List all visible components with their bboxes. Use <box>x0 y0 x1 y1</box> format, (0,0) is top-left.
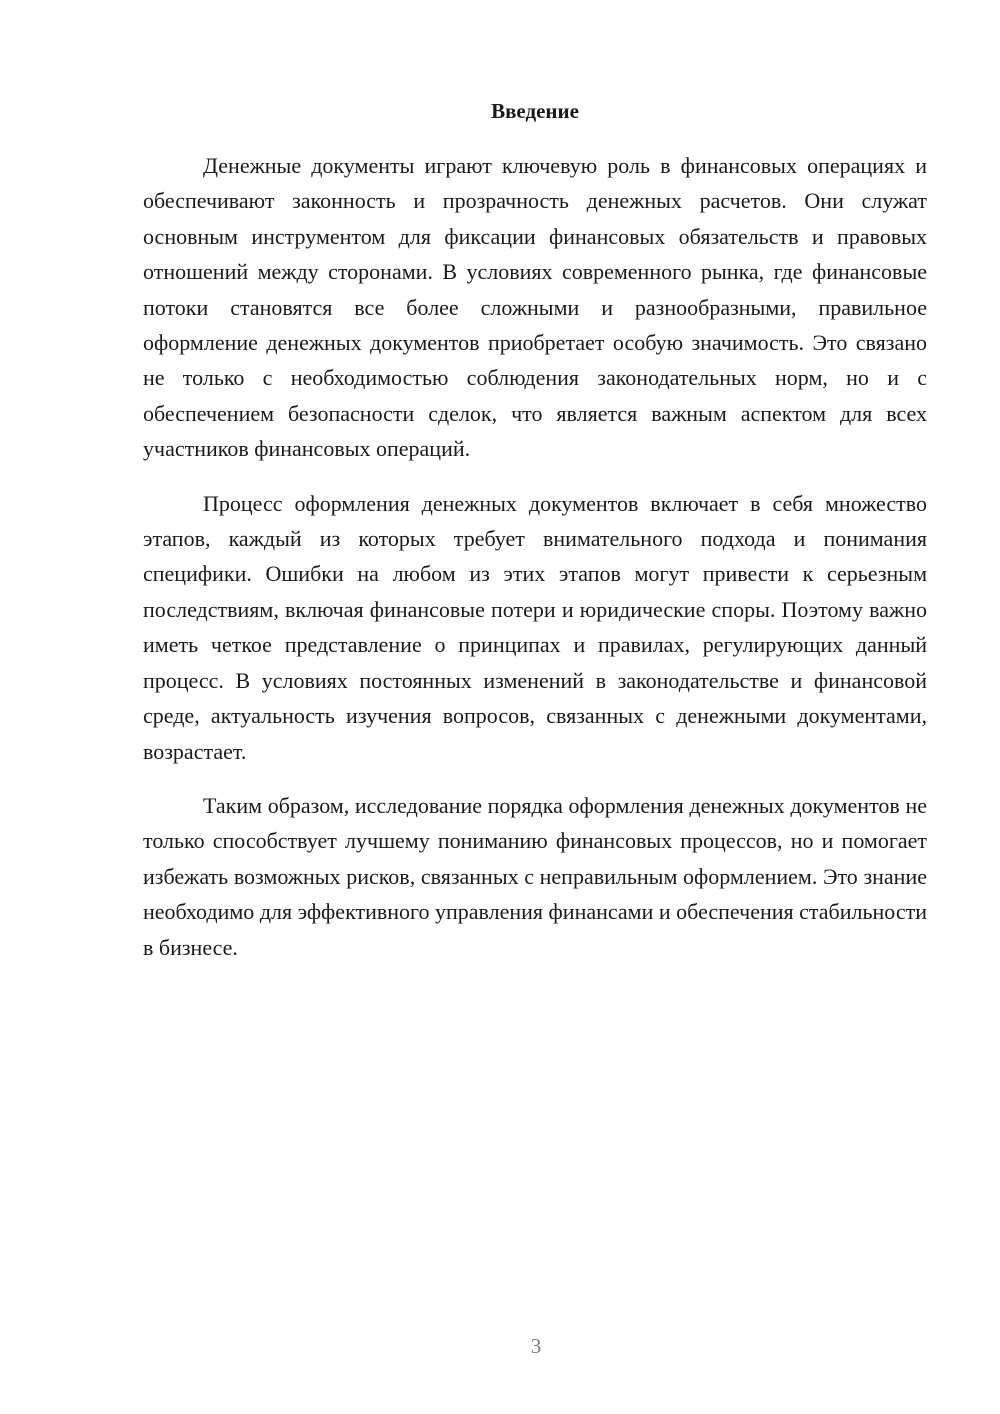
page-number: 3 <box>530 1334 542 1358</box>
page-content <box>143 94 927 984</box>
section-title: Введение <box>491 99 579 123</box>
paragraph-1: Денежные документы играют ключевую роль в финансовых операциях и обеспечивают законность и прозрачность денежных расчетов. Они служат основным инструментом для фиксации финансовых обязательств и правовых отношений между сторонами. В условиях современного рынка, где финансовые потоки становятся все более сложными и разнообразными, правильное оформление денежных документов приобретает особую значимость. Это связано не только с необходимостью соблюдения законодательных норм, но и с обеспечением безопасности сделок, что является важным аспектом для всех участников финансовых операций. <box>143 153 927 462</box>
paragraph-2: Процесс оформления денежных документов включает в себя множество этапов, каждый из которых требует внимательного подхода и понимания специфики. Ошибки на любом из этих этапов могут привести к серьезным последствиям, включая финансовые потери и юридические споры. Поэтому важно иметь четкое представление о принципах и правилах, регулирующих данный процесс. В условиях постоянных изменений в законодательстве и финансовой среде, актуальность изучения вопросов, связанных с денежными документами, возрастает. <box>143 490 927 764</box>
paragraph-3: Таким образом, исследование порядка оформления денежных документов не только способствует лучшему пониманию финансовых процессов, но и помогает избежать возможных рисков, связанных с неправильным оформлением. Это знание необходимо для эффективного управления финансами и обеспечения стабильности в бизнесе. <box>143 792 927 960</box>
